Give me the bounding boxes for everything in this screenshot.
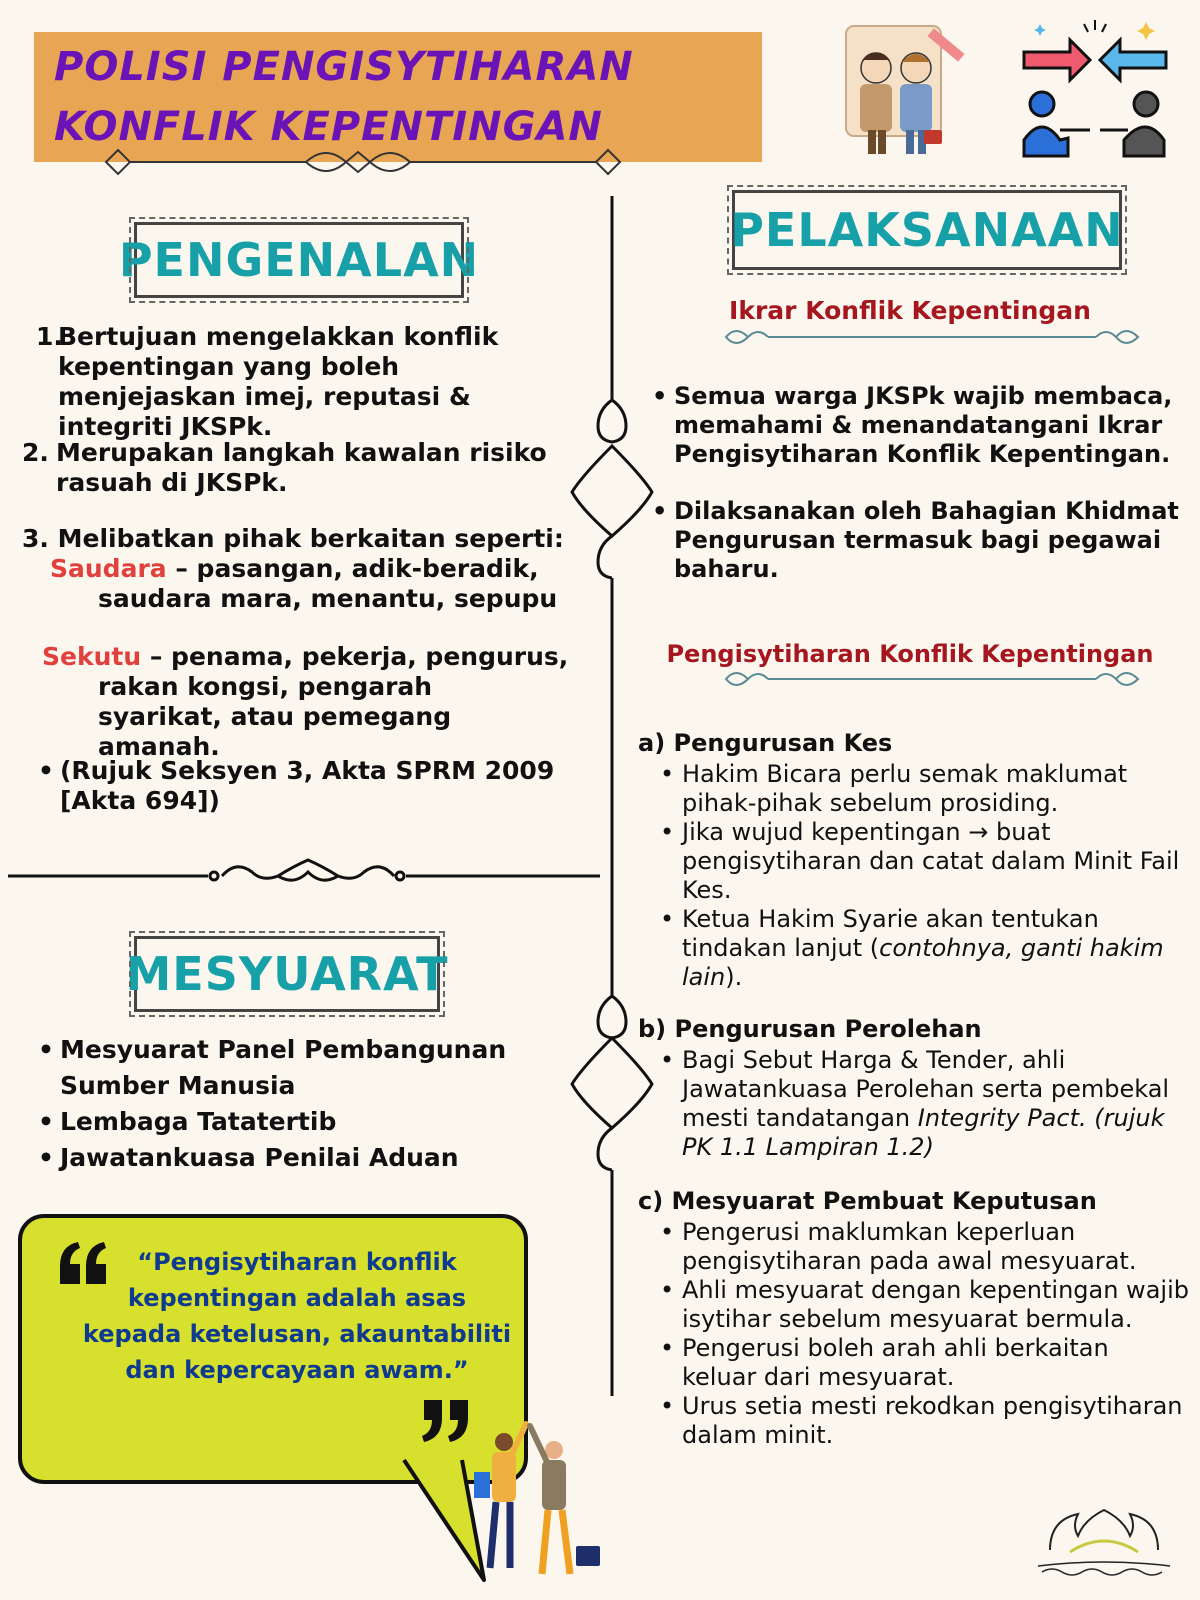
pelaksanaan-header [732,190,1122,270]
list-item: • Mesyuarat Panel Pembangunan Sumber Manusia [38,1032,518,1104]
item-text: Merupakan langkah kawalan risiko rasuah di JKSPk. [56,438,547,497]
pengenalan-heading: PENGENALAN [118,233,480,287]
reference-text: • (Rujuk Seksyen 3, Akta SPRM 2009 [Akta 694]) [38,756,558,816]
item-emphasis: Integrity Pact. (rujuk PK 1.1 Lampiran 1.2) [682,1104,1165,1161]
pengisytiharan-title-ornament [722,664,1142,694]
jkspk-logo [1030,1500,1180,1590]
sekutu-line [42,642,582,672]
saudara-text-2: saudara mara, menantu, sepupu [98,584,558,613]
list-item: • Dilaksanakan oleh Bahagian Khidmat Pengurusan termasuk bagi pegawai baharu. [652,497,1192,584]
list-item: • Jawatankuasa Penilai Aduan [38,1140,518,1176]
list-item: • Jika wujud kepentingan → buat pengisytiharan dan catat dalam Minit Fail Kes. [660,818,1180,905]
section-a-list [660,760,1180,992]
page-title-line-1: POLISI PENGISYTIHARAN [54,44,634,90]
section-b-list [660,1046,1190,1162]
list-item: • Ahli mesyuarat dengan kepentingan wajib isytihar sebelum mesyuarat bermula. [660,1276,1190,1334]
banner-ornament [96,140,636,184]
item-text: Bagi Sebut Harga & Tender, ahli Jawatankuasa Perolehan serta pembekal mesti tandatangan [682,1046,1170,1132]
saudara-text: – pasangan, adik-beradik, [166,554,539,583]
section-a-title: a) Pengurusan Kes [638,729,893,757]
item-text: Ketua Hakim Syarie akan tentukan tindakan lanjut ( [682,905,1099,962]
ikrar-list [652,382,1192,584]
list-item: • Hakim Bicara perlu semak maklumat pihak-pihak sebelum prosiding. [660,760,1180,818]
list-item: • Semua warga JKSPk wajib membaca, memahami & menandatangani Ikrar Pengisytiharan Konflik Kepentingan. [652,382,1192,469]
ikrar-title-ornament [722,322,1142,352]
saudara-line [50,554,590,584]
pengenalan-item-1 [36,322,576,442]
item-text-end: ). [725,963,743,991]
sekutu-text: – penama, pekerja, pengurus, [141,642,569,671]
mesyuarat-heading: MESYUARAT [125,947,449,1001]
ikrar-title: Ikrar Konflik Kepentingan [729,296,1091,325]
horizontal-divider-ornament [8,856,608,896]
list-item: • Lembaga Tatatertib [38,1104,518,1140]
high-five-people-illustration [466,1418,616,1588]
item-number: 3. [22,524,49,553]
item-text: Bertujuan mengelakkan konflik kepentingan yang boleh menjejaskan imej, reputasi & integriti JKSPk. [58,322,499,441]
mesyuarat-list [38,1032,518,1176]
list-item: • Pengerusi boleh arah ahli berkaitan keluar dari mesyuarat. [660,1334,1190,1392]
pengisytiharan-title: Pengisytiharan Konflik Kepentingan [666,640,1154,668]
section-c-list [660,1218,1190,1450]
item-number: 2. [22,438,49,467]
item-text: Melibatkan pihak berkaitan seperti: [57,524,564,553]
sekutu-label: Sekutu [42,642,142,671]
pengenalan-header [118,222,480,298]
sekutu-text-2: rakan kongsi, pengarah syarikat, atau pemegang amanah. [98,672,452,761]
mesyuarat-header [125,936,449,1012]
saudara-label: Saudara [50,554,167,583]
list-item: • Urus setia mesti rekodkan pengisytiharan dalam minit. [660,1392,1190,1450]
item-emphasis: contohnya, ganti hakim lain [682,934,1164,991]
section-b-title: b) Pengurusan Perolehan [638,1015,982,1043]
pengenalan-item-2 [22,438,562,498]
quote-text: “Pengisytiharan konflik kepentingan adalah asas kepada ketelusan, akauntabiliti dan kepercayaan awam.” [82,1248,512,1384]
pengenalan-item-3 [22,524,572,554]
exchange-people-icon [1020,18,1170,158]
list-item [660,905,1180,992]
section-c-title: c) Mesyuarat Pembuat Keputusan [638,1187,1097,1215]
pelaksanaan-heading: PELAKSANAAN [730,203,1124,257]
list-item: • Pengerusi maklumkan keperluan pengisytiharan pada awal mesyuarat. [660,1218,1190,1276]
handshake-business-icon [838,20,968,160]
list-item [660,1046,1190,1162]
pengenalan-reference-list [38,756,558,816]
page-title-line-2: KONFLIK KEPENTINGAN [54,104,603,150]
item-number: 1. [36,322,63,351]
open-quote-icon [56,1240,112,1288]
